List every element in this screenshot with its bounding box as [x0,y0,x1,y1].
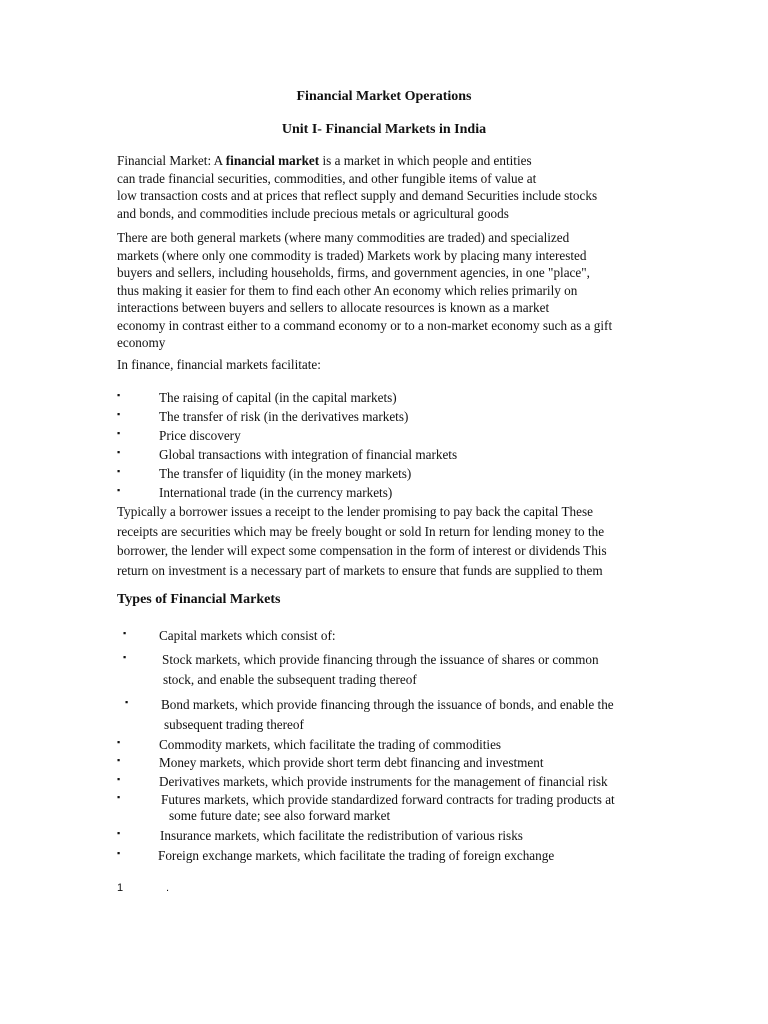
paragraph-borrower [117,502,607,580]
bullet-icon: ▪ [117,755,121,765]
page-number: 1 [117,882,124,894]
paragraph-line: Typically a borrower issues a receipt to the lender promising to pay back the capital These [117,504,593,519]
bullet-icon: ▪ [123,628,127,638]
definition-prefix: Financial Market: A [117,153,226,168]
paragraph-markets [117,229,612,352]
bullet-icon: ▪ [117,390,121,400]
bullet-icon: ▪ [117,447,121,457]
bullet-icon: ▪ [117,774,121,784]
bullet-icon: ▪ [117,848,121,858]
definition-term: financial market [225,153,320,168]
paragraph-line: economy [117,335,166,350]
bullet-icon: ▪ [117,792,121,802]
document-page: Financial Market Operations Unit I- Financial Markets in India Financial Market: A financial market is a market in which people and entities can trade financial securities, commodities, and other fungible items of value at low transaction costs and at prices that reflect supply and demand Securities include stocks and bonds, and commodities include precious metals or agricultural goods There are both general markets (where many commodities are traded) and specialized markets (where only one commodity is traded) Markets work by placing many interested buyers and sellers, including households, firms, and government agencies, in one "place", thus making it easier for them to find each other An economy which relies primarily on interactions between buyers and sellers to allocate resources is known as a market economy in contrast either to a command economy or to a non-market economy such as a gift economy In finance, financial markets facilitate: ▪ The raising of capital (in the capital markets) ▪ The transfer of risk (in the derivatives markets) ▪ Price discovery ▪ Global transactions with integration of financial markets ▪ The transfer of liquidity (in the money markets) ▪ International trade (in the currency markets) Typically a borrower issues a receipt to the lender promising to pay back the capital These receipts are securities which may be freely bought or sold In return for lending money to the borrower, the lender will expect some compensation in the form of interest or dividends This return on investment is a necessary part of markets to ensure that funds are supplied to them Types of Financial Markets ▪ Capital markets which consist of: ▪ Stock markets, which provide financing through the issuance of shares or common stock, and enable the subsequent trading thereof ▪ Bond markets, which provide financing through the issuance of bonds, and enable the subsequent trading thereof ▪ Commodity markets, which facilitate the trading of commodities ▪ Money markets, which provide short term debt financing and investment ▪ Derivatives markets, which provide instruments for the management of financial risk ▪ Futures markets, which provide standardized forward contracts for trading products at some future date; see also forward market ▪ Insurance markets, which facilitate the redistribution of various risks ▪ Foreign exchange markets, which facilitate the trading of foreign exchange 1 . [0,0,768,1024]
paragraph-line: low transaction costs and at prices that reflect supply and demand Securities include stocks [117,188,598,203]
bullet-icon: ▪ [117,737,121,747]
footer-mark: . [166,882,170,894]
paragraph-line: thus making it easier for them to find each other An economy which relies primarily on [117,282,578,298]
bullet-icon: ▪ [117,409,121,419]
paragraph-line: markets (where only one commodity is traded) Markets work by placing many interested [117,247,587,263]
bullet-icon: ▪ [117,466,121,476]
paragraph-line [117,152,597,170]
paragraph-line: receipts are securities which may be freely bought or sold In return for lending money to the [117,523,605,539]
paragraph-line: borrower, the lender will expect some compensation in the form of interest or dividends This [117,543,607,558]
bullet-icon: ▪ [117,828,121,838]
section-heading: Types of Financial Markets [117,592,281,607]
paragraph-definition [117,152,597,222]
document-title: Financial Market Operations [296,89,472,104]
document-subtitle: Unit I- Financial Markets in India [281,122,487,137]
bullet-icon: ▪ [117,428,121,438]
paragraph-line: There are both general markets (where many commodities are traded) and specialized [117,230,570,245]
paragraph-intro: In finance, financial markets facilitate: [117,357,321,372]
paragraph-line: economy in contrast either to a command economy or to a non-market economy such as a gift [117,317,613,333]
definition-rest: is a market in which people and entities [319,153,532,168]
bullet-icon: ▪ [123,652,127,662]
bullet-icon: ▪ [117,485,121,495]
paragraph-line: and bonds, and commodities include precious metals or agricultural goods [117,205,509,221]
paragraph-line: buyers and sellers, including households, firms, and government agencies, in one "place", [117,265,590,280]
paragraph-line: interactions between buyers and sellers to allocate resources is known as a market [117,300,550,315]
paragraph-line: return on investment is a necessary part of markets to ensure that funds are supplied to them [117,562,603,578]
bullet-icon: ▪ [125,697,129,707]
paragraph-line: can trade financial securities, commodities, and other fungible items of value at [117,170,537,186]
